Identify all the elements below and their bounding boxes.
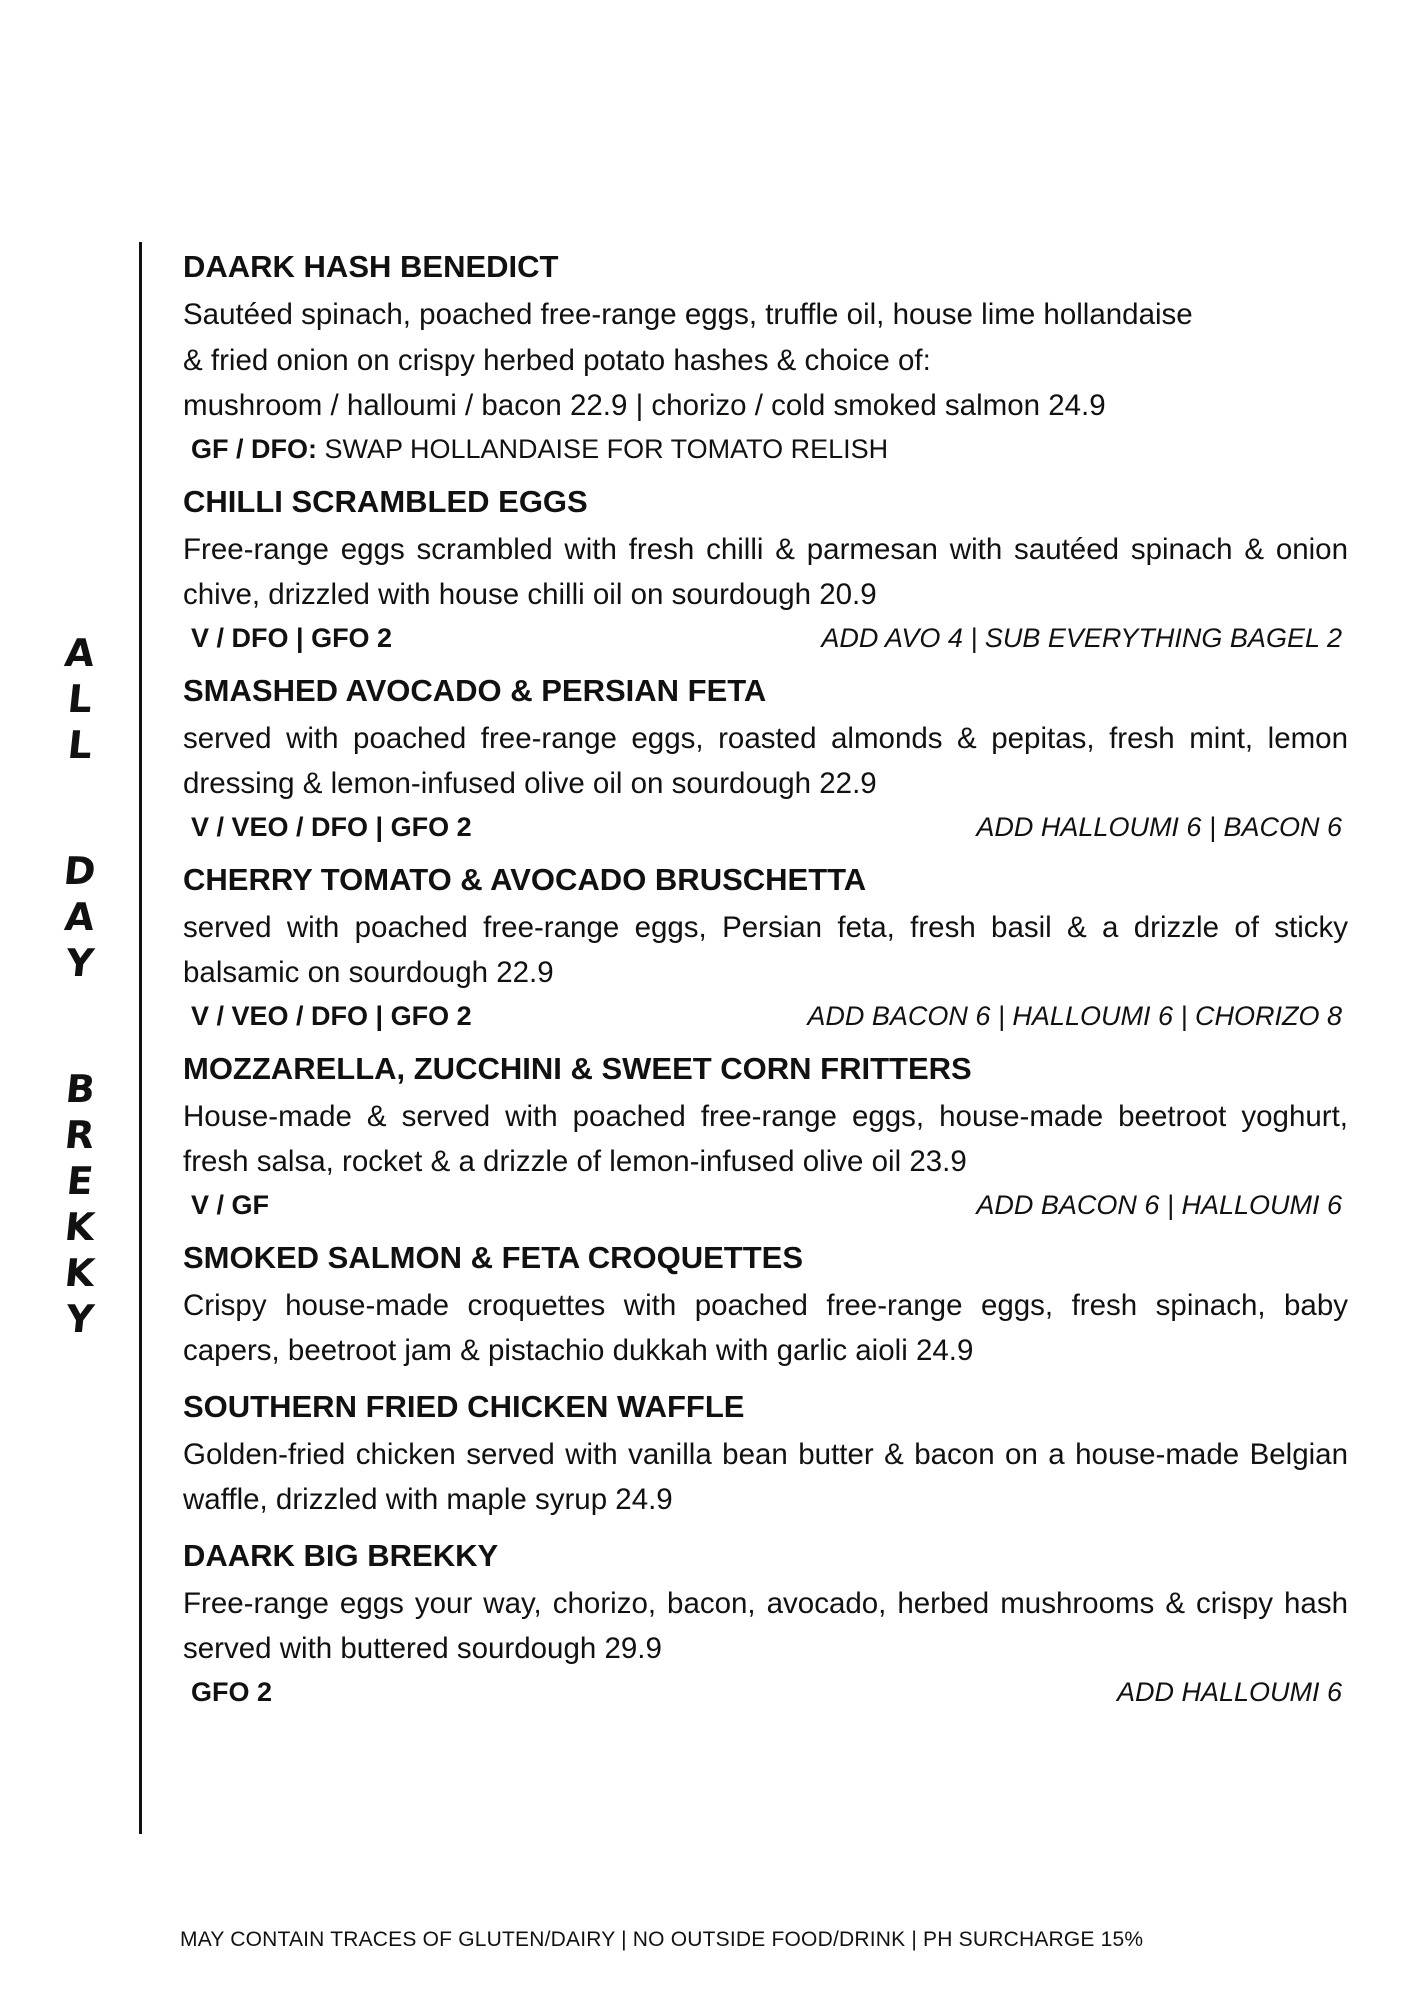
item-description: served with poached free-range eggs, roasted almonds & pepitas, fresh mint, lemon dressing & lemon-infused olive oil on sourdough 22.9 — [183, 721, 1348, 800]
dietary-tags: V / GF — [191, 1189, 270, 1220]
addons: ADD HALLOUMI 6 — [1116, 1676, 1342, 1707]
item-description: Crispy house-made croquettes with poached free-range eggs, fresh spinach, baby capers, beetroot jam & pistachio dukkah with garlic aioli 24.9 — [183, 1288, 1348, 1367]
menu-item-cherry-tomato-avocado-bruschetta — [183, 861, 1348, 1036]
item-description: House-made & served with poached free-range eggs, house-made beetroot yoghurt, fresh salsa, rocket & a drizzle of lemon-infused olive oil 23.9 — [183, 1099, 1348, 1178]
side-title-letter: A — [62, 631, 98, 675]
side-title-letter: A — [62, 895, 98, 939]
item-name: SMOKED SALMON & FETA CROQUETTES — [183, 1239, 803, 1275]
side-title-all-day-brekky — [60, 630, 100, 1342]
menu-item-southern-fried-chicken-waffle — [183, 1388, 1348, 1523]
item-name: CHERRY TOMATO & AVOCADO BRUSCHETTA — [183, 861, 867, 897]
addons: ADD HALLOUMI 6 | BACON 6 — [976, 811, 1342, 842]
dietary-note-text: SWAP HOLLANDAISE FOR TOMATO RELISH — [316, 433, 889, 464]
footer-disclaimer: MAY CONTAIN TRACES OF GLUTEN/DAIRY | NO OUTSIDE FOOD/DRINK | PH SURCHARGE 15% — [180, 1928, 1144, 1951]
menu-item-smoked-salmon-feta-croquettes — [183, 1239, 1348, 1374]
dietary-tags: V / VEO / DFO | GFO 2 — [191, 1000, 472, 1031]
side-title-letter: Y — [63, 1297, 97, 1341]
addons: ADD BACON 6 | HALLOUMI 6 — [976, 1189, 1342, 1220]
description-line: Sautéed spinach, poached free-range eggs, truffle oil, house lime hollandaise — [183, 298, 1193, 331]
menu-item-daark-hash-benedict — [183, 248, 1348, 469]
tags-row — [183, 807, 1348, 847]
side-title-letter: D — [61, 849, 99, 893]
item-description — [183, 292, 1348, 429]
tags-row — [183, 1672, 1348, 1712]
menu-item-daark-big-brekky — [183, 1537, 1348, 1712]
menu-item-smashed-avocado-persian-feta — [183, 672, 1348, 847]
menu-list — [183, 248, 1348, 1726]
dietary-tags: V / VEO / DFO | GFO 2 — [191, 811, 472, 842]
item-name: SOUTHERN FRIED CHICKEN WAFFLE — [183, 1388, 745, 1424]
side-title-letter: L — [65, 677, 95, 721]
side-title-letter: R — [63, 1113, 97, 1157]
dietary-note-label: GF / DFO: — [191, 433, 317, 464]
item-description: Free-range eggs your way, chorizo, bacon, avocado, herbed mushrooms & crispy hash served with buttered sourdough 29.9 — [183, 1586, 1348, 1665]
tags-row — [183, 996, 1348, 1036]
item-name: CHILLI SCRAMBLED EGGS — [183, 483, 588, 519]
dietary-note — [183, 429, 1348, 469]
dietary-tags: V / DFO | GFO 2 — [191, 622, 393, 653]
tags-row — [183, 618, 1348, 658]
side-title-letter: Y — [63, 941, 97, 985]
menu-item-mozzarella-zucchini-fritters — [183, 1050, 1348, 1225]
side-title-gap — [76, 986, 84, 1066]
item-description: Free-range eggs scrambled with fresh chilli & parmesan with sautéed spinach & onion chive, drizzled with house chilli oil on sourdough 20.9 — [183, 532, 1348, 611]
dietary-tags: GFO 2 — [191, 1676, 273, 1707]
item-name: MOZZARELLA, ZUCCHINI & SWEET CORN FRITTERS — [183, 1050, 972, 1086]
description-line: & fried onion on crispy herbed potato hashes & choice of: — [183, 343, 931, 377]
side-title-letter: K — [62, 1251, 98, 1295]
addons: ADD BACON 6 | HALLOUMI 6 | CHORIZO 8 — [807, 1000, 1342, 1031]
item-description: served with poached free-range eggs, Persian feta, fresh basil & a drizzle of sticky balsamic on sourdough 22.9 — [183, 910, 1348, 989]
side-title-gap — [76, 768, 84, 848]
side-title-letter: E — [64, 1159, 96, 1203]
side-title-letter: B — [63, 1067, 97, 1111]
item-description: Golden-fried chicken served with vanilla bean butter & bacon on a house-made Belgian waffle, drizzled with maple syrup 24.9 — [183, 1437, 1348, 1516]
item-name: SMASHED AVOCADO & PERSIAN FETA — [183, 672, 767, 708]
side-title-letter: L — [65, 723, 95, 767]
menu-item-chilli-scrambled-eggs — [183, 483, 1348, 658]
vertical-divider — [139, 242, 142, 1834]
tags-row — [183, 1185, 1348, 1225]
side-title-letter: K — [62, 1205, 98, 1249]
item-name: DAARK HASH BENEDICT — [183, 249, 559, 284]
description-line: mushroom / halloumi / bacon 22.9 | chorizo / cold smoked salmon 24.9 — [183, 389, 1106, 422]
addons: ADD AVO 4 | SUB EVERYTHING BAGEL 2 — [821, 622, 1342, 653]
item-name: DAARK BIG BREKKY — [183, 1537, 499, 1573]
